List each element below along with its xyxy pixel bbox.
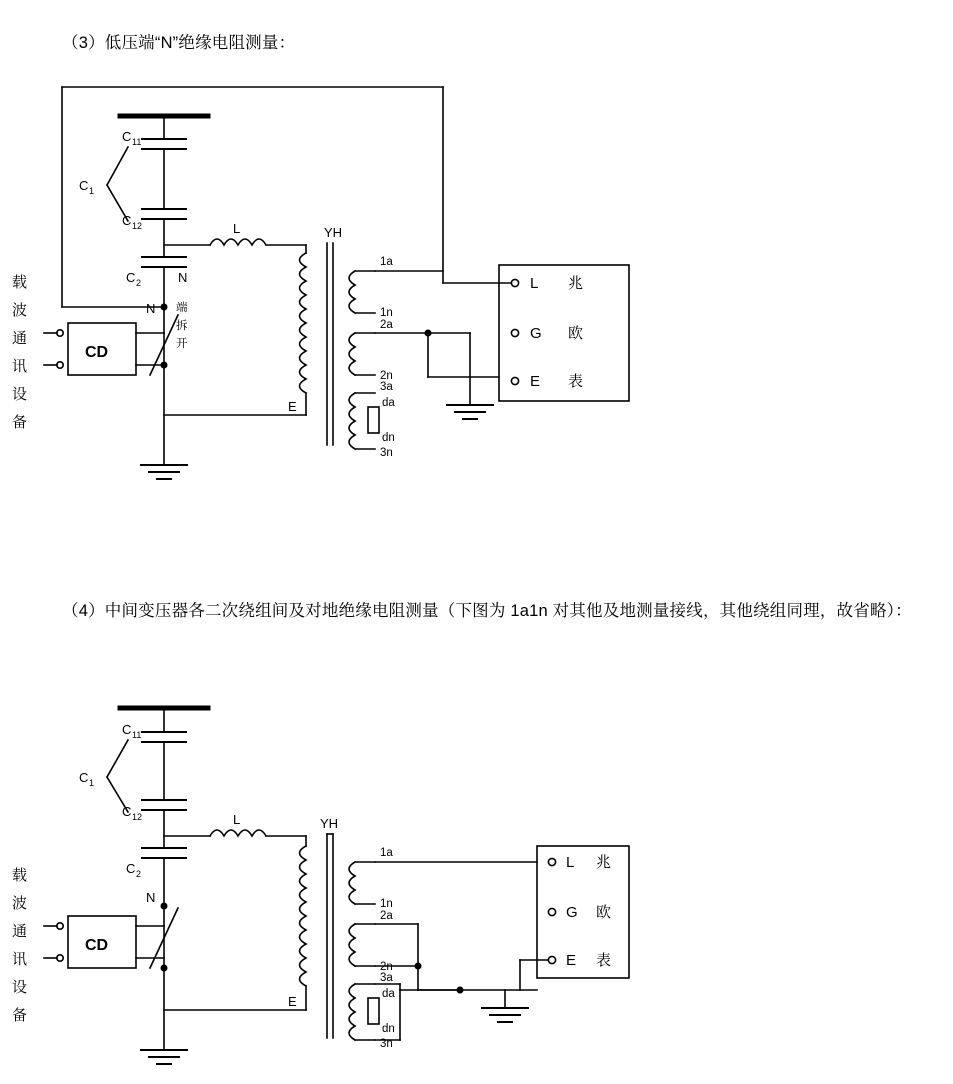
label-c2-sub: 2 (136, 869, 142, 879)
label-meter-word-g: 欧 (568, 325, 584, 342)
label-c11-sub: 11 (132, 137, 142, 147)
label-carrier-6: 备 (12, 1007, 28, 1024)
label-tap-2a: 2a (380, 319, 393, 331)
label-carrier-6: 备 (12, 414, 28, 431)
label-c11: C (122, 129, 132, 144)
label-c12-sub: 12 (132, 221, 143, 231)
label-meter-terminal-l: L (530, 275, 539, 292)
label-meter-terminal-g: G (530, 325, 542, 342)
label-meter-word-e: 表 (596, 952, 612, 969)
label-c2: C (126, 861, 136, 876)
label-c1: C (79, 178, 89, 193)
label-carrier-1: 载 (12, 867, 28, 884)
label-yh: YH (324, 225, 343, 240)
label-tap-3n: 3n (380, 1038, 393, 1050)
label-meter-word-l: 兆 (568, 275, 584, 292)
label-inductor-l: L (233, 221, 241, 236)
label-c1: C (79, 770, 89, 785)
label-meter-terminal-l: L (566, 854, 575, 871)
label-carrier-1: 载 (12, 274, 28, 291)
label-meter-word-g: 欧 (596, 904, 612, 921)
label-tap-3n: 3n (380, 447, 393, 459)
label-carrier-2: 波 (12, 895, 28, 912)
label-carrier-3: 通 (12, 330, 28, 347)
label-tap-2n: 2n (380, 961, 393, 973)
label-tap-dn: dn (382, 1023, 395, 1035)
label-c1-sub: 1 (89, 778, 95, 788)
figure-secondary-winding-insulation (0, 690, 953, 1080)
label-yh: YH (320, 816, 339, 831)
label-c2-sub: 2 (136, 278, 142, 288)
label-c12-sub: 12 (132, 812, 143, 822)
label-cd-box: CD (85, 937, 109, 954)
label-e-winding: E (288, 994, 297, 1009)
label-tap-3a: 3a (380, 972, 393, 984)
label-carrier-4: 讯 (12, 951, 28, 968)
label-n-node: N (146, 890, 156, 905)
label-c12: C (122, 213, 132, 228)
label-tap-da: da (382, 397, 395, 409)
label-tap-3a: 3a (380, 381, 393, 393)
label-meter-terminal-g: G (566, 904, 578, 921)
label-meter-terminal-e: E (566, 952, 577, 969)
label-c1-sub: 1 (89, 186, 95, 196)
label-tap-1n: 1n (380, 307, 393, 319)
label-meter-word-l: 兆 (596, 854, 612, 871)
label-c2: C (126, 270, 136, 285)
label-n-node: N (146, 301, 156, 316)
label-c11-sub: 11 (132, 730, 142, 740)
caption-item-4: （4）中间变压器各二次绕组间及对地绝缘电阻测量（下图为 1a1n 对其他及地测量接线，其他绕组同理，故省略）： (62, 602, 912, 620)
label-carrier-4: 讯 (12, 358, 28, 375)
label-n-top: N (178, 270, 188, 285)
label-inductor-l: L (233, 812, 241, 827)
label-carrier-5: 设 (12, 979, 28, 996)
label-tap-1a: 1a (380, 847, 393, 859)
label-c12: C (122, 804, 132, 819)
label-tap-da: da (382, 988, 395, 1000)
label-tap-open-2: 拆 (176, 320, 188, 332)
label-carrier-2: 波 (12, 302, 28, 319)
label-meter-word-e: 表 (568, 373, 584, 390)
label-cd-box: CD (85, 344, 109, 361)
label-tap-2n: 2n (380, 370, 393, 382)
label-e-winding: E (288, 399, 297, 414)
label-tap-1a: 1a (380, 256, 393, 268)
label-tap-dn: dn (382, 432, 395, 444)
label-tap-1n: 1n (380, 898, 393, 910)
label-tap-2a: 2a (380, 910, 393, 922)
label-meter-terminal-e: E (530, 373, 541, 390)
label-c11: C (122, 722, 132, 737)
label-tap-open-1: 端 (176, 302, 188, 314)
caption-item-3: （3）低压端“N”绝缘电阻测量： (62, 34, 296, 52)
label-carrier-3: 通 (12, 923, 28, 940)
figure-low-voltage-n-insulation (0, 75, 953, 515)
label-carrier-5: 设 (12, 386, 28, 403)
label-tap-open-3: 开 (176, 338, 188, 350)
